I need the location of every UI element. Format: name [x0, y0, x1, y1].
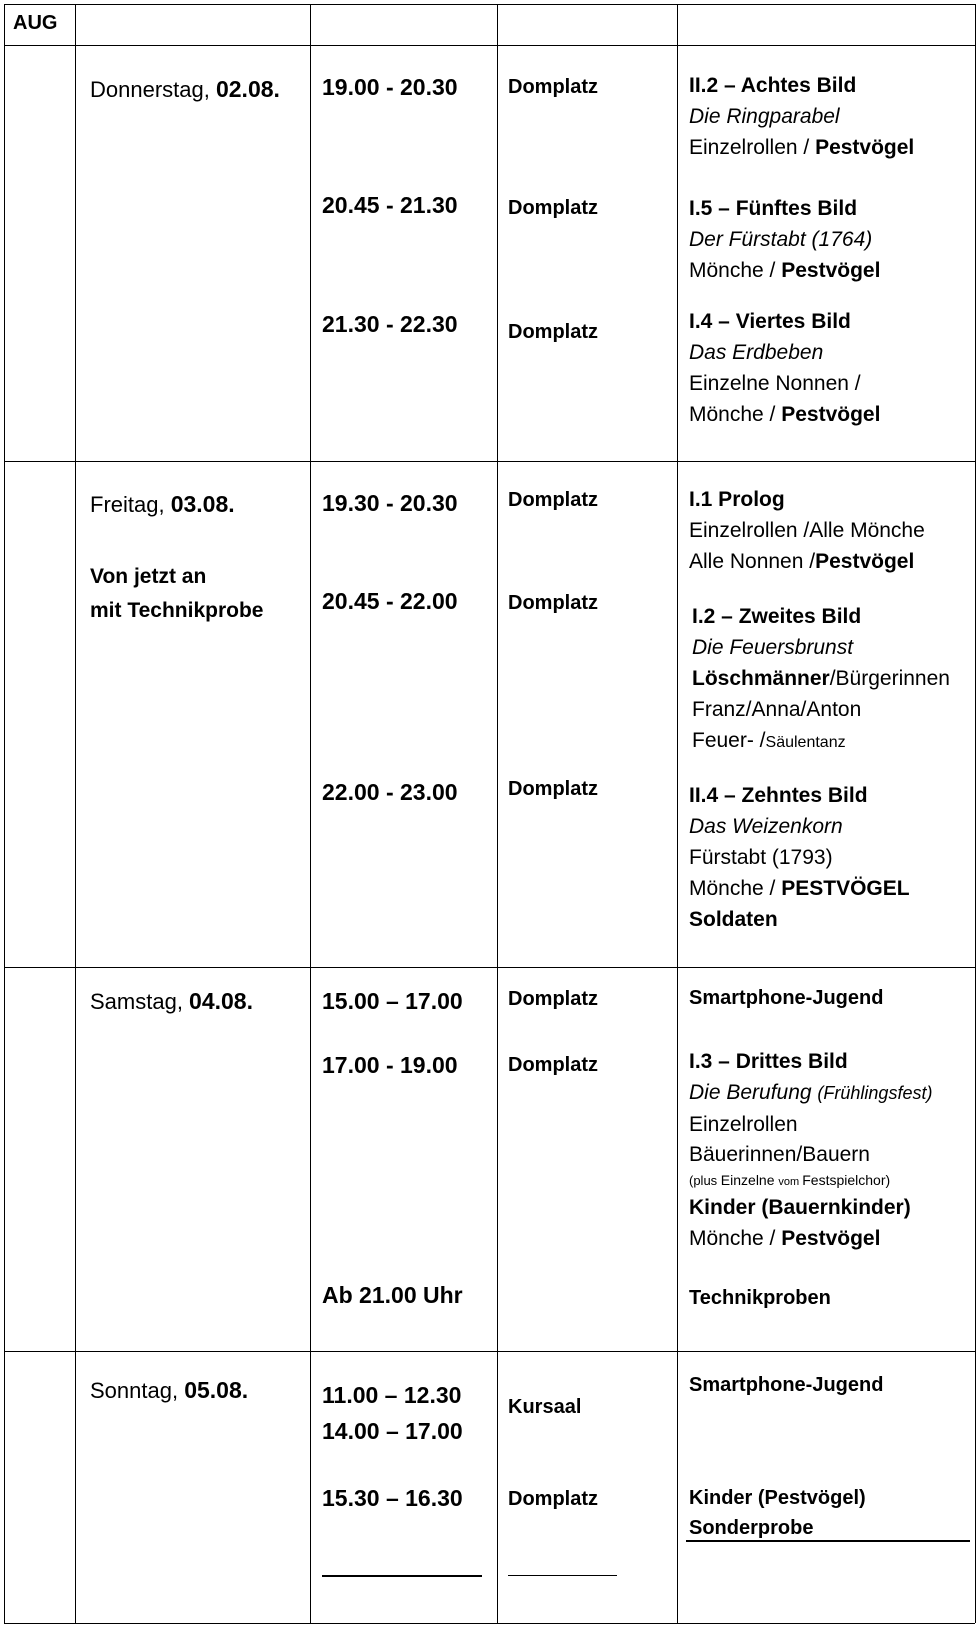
day-date	[90, 76, 280, 104]
location: Domplatz	[508, 197, 598, 219]
program-entry	[689, 1046, 932, 1254]
scene-title: Technikproben	[689, 1287, 831, 1309]
month-header: AUG	[13, 12, 58, 34]
cast-line: Mönche / Pestvögel	[689, 1227, 881, 1250]
blank-line	[508, 1575, 617, 1576]
cast-line: Einzelrollen / Pestvögel	[689, 136, 915, 159]
table-border-bottom	[4, 1623, 975, 1624]
program-entry	[689, 484, 925, 577]
date-label: 02.08.	[215, 76, 280, 102]
location: Domplatz	[508, 778, 598, 800]
cast-line: Mönche / Pestvögel	[689, 259, 881, 282]
column-divider	[497, 4, 498, 1623]
location: Domplatz	[508, 592, 598, 614]
table-border-top	[4, 4, 975, 5]
day-date	[90, 1377, 248, 1405]
time-slot: 19.30 - 20.30	[322, 490, 458, 516]
cast-line: Soldaten	[689, 908, 778, 931]
scene-title: Smartphone-Jugend	[689, 987, 884, 1009]
scene-subtitle: Der Fürstabt (1764)	[689, 228, 873, 251]
time-slot: 15.30 – 16.30	[322, 1485, 463, 1511]
day-date	[90, 988, 253, 1016]
scene-title: I.1 Prolog	[689, 488, 785, 511]
row-divider	[4, 967, 975, 968]
scene-subtitle: Das Erdbeben	[689, 341, 824, 364]
time-slot: Ab 21.00 Uhr	[322, 1282, 463, 1308]
day-date	[90, 491, 235, 519]
time-slot: 17.00 - 19.00	[322, 1052, 458, 1078]
cast-line: Fürstabt (1793)	[689, 846, 833, 869]
time-slot: 11.00 – 12.30 14.00 – 17.00	[322, 1382, 463, 1444]
blank-line	[322, 1575, 482, 1577]
location: Domplatz	[508, 1488, 598, 1510]
scene-subtitle: Die Berufung (Frühlingsfest)	[689, 1081, 933, 1104]
date-label: 03.08.	[170, 491, 235, 517]
time-slot: 15.00 – 17.00	[322, 988, 463, 1014]
column-divider	[75, 4, 76, 1623]
weekday-label: Freitag,	[90, 492, 171, 517]
row-divider	[4, 461, 975, 462]
scene-title: II.4 – Zehntes Bild	[689, 784, 868, 807]
cast-line: Mönche / PESTVÖGEL	[689, 877, 910, 900]
row-divider	[4, 45, 975, 46]
scene-title: I.5 – Fünftes Bild	[689, 197, 858, 220]
weekday-label: Samstag,	[90, 989, 190, 1014]
cast-line: Einzelrollen /Alle Mönche	[689, 519, 925, 542]
scene-title: I.2 – Zweites Bild	[692, 605, 862, 628]
time-slot: 19.00 - 20.30	[322, 74, 458, 100]
program-entry	[692, 601, 950, 758]
location: Domplatz	[508, 321, 598, 343]
cast-line: Bäuerinnen/Bauern	[689, 1143, 870, 1166]
column-divider	[310, 4, 311, 1623]
cast-line: Einzelne Nonnen /	[689, 372, 861, 395]
weekday-label: Donnerstag,	[90, 77, 216, 102]
row-divider	[4, 1351, 975, 1352]
day-note: Von jetzt an mit Technikprobe	[90, 565, 264, 622]
scene-title: Smartphone-Jugend	[689, 1374, 884, 1396]
date-label: 05.08.	[184, 1377, 249, 1403]
scene-title: II.2 – Achtes Bild	[689, 74, 857, 97]
location: Domplatz	[508, 76, 598, 98]
program-entry	[689, 780, 910, 935]
time-slot: 22.00 - 23.00	[322, 779, 458, 805]
program-entry	[689, 70, 914, 163]
cast-note: (plus Einzelne vom Festspielchor)	[689, 1172, 891, 1188]
location: Domplatz	[508, 1054, 598, 1076]
cast-line: Alle Nonnen /Pestvögel	[689, 550, 915, 573]
scene-subtitle: Die Feuersbrunst	[692, 636, 854, 659]
column-divider	[677, 4, 678, 1623]
cast-line: Franz/Anna/Anton	[692, 698, 862, 721]
weekday-label: Sonntag,	[90, 1378, 185, 1403]
date-label: 04.08.	[189, 988, 253, 1014]
separator-line	[686, 1540, 970, 1542]
cast-line: Kinder (Bauernkinder)	[689, 1196, 911, 1219]
program-entry	[689, 193, 880, 286]
cast-line: Einzelrollen	[689, 1113, 798, 1136]
cast-line: Mönche / Pestvögel	[689, 403, 881, 426]
scene-subtitle: Die Ringparabel	[689, 105, 840, 128]
table-border-right	[975, 4, 976, 1623]
cast-line: Feuer- /Säulentanz	[692, 729, 846, 752]
time-slot: 20.45 - 21.30	[322, 192, 458, 218]
time-slot: 20.45 - 22.00	[322, 588, 458, 614]
scene-title: I.3 – Drittes Bild	[689, 1050, 848, 1073]
time-slot: 21.30 - 22.30	[322, 311, 458, 337]
location: Domplatz	[508, 489, 598, 511]
scene-title: Kinder (Pestvögel) Sonderprobe	[689, 1487, 866, 1539]
scene-title: I.4 – Viertes Bild	[689, 310, 851, 333]
cast-line: Löschmänner/Bürgerinnen	[692, 667, 950, 690]
scene-subtitle: Das Weizenkorn	[689, 815, 843, 838]
location: Kursaal	[508, 1396, 582, 1418]
program-entry	[689, 306, 880, 430]
table-border-left	[4, 4, 5, 1623]
location: Domplatz	[508, 988, 598, 1010]
